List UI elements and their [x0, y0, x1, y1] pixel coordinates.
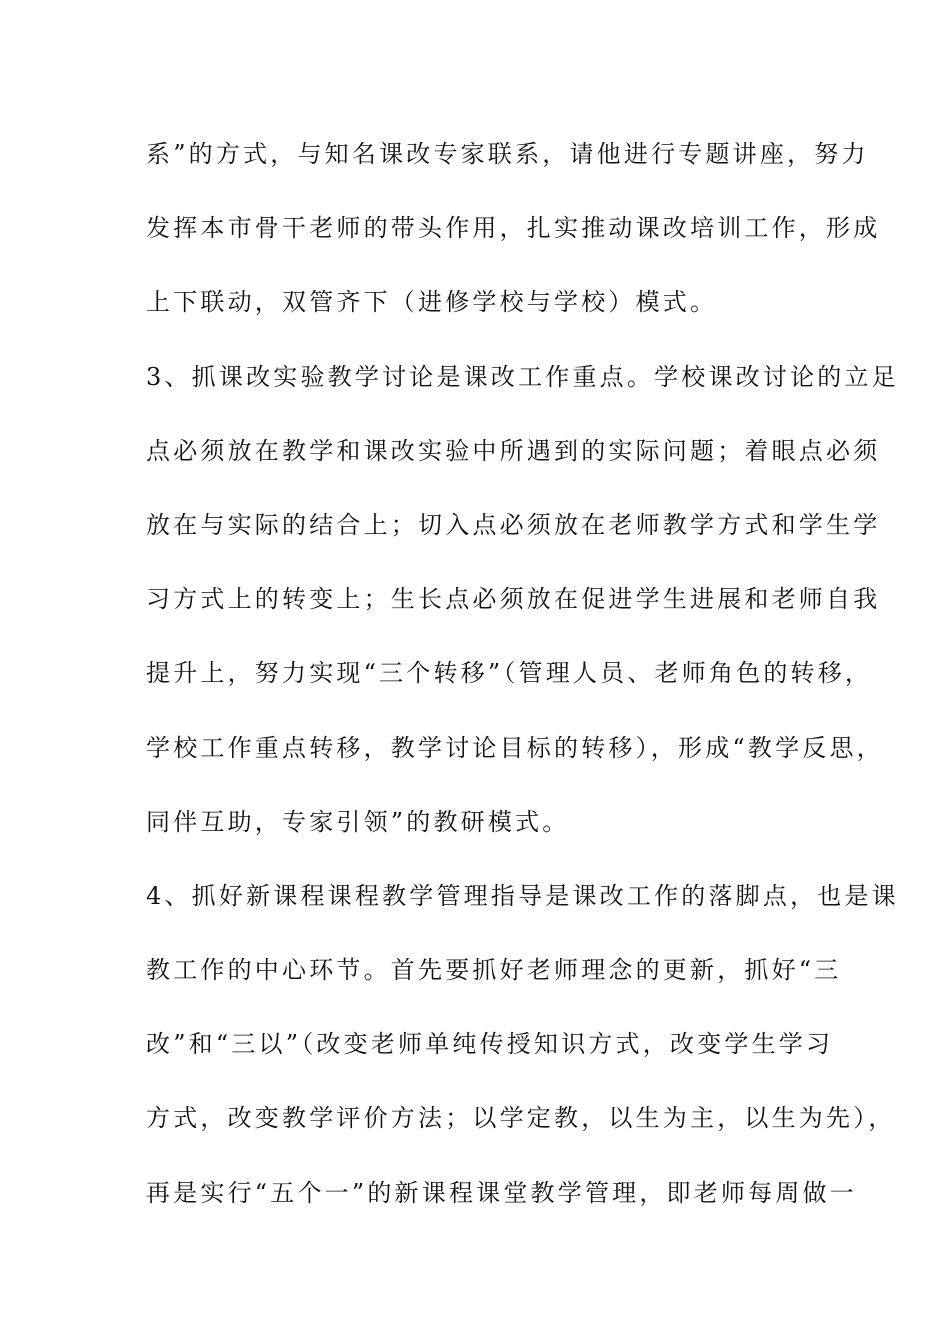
text-line: 点必须放在教学和课改实验中所遇到的实际问题；着眼点必须 [146, 436, 881, 465]
document-body [146, 128, 899, 1241]
text-line: 教工作的中心环节。首先要抓好老师理念的更新，抓好“三 [146, 956, 842, 985]
text-line: 学校工作重点转移，教学讨论目标的转移），形成“教学反思， [146, 733, 884, 762]
text-line: 方式，改变教学评价方法；以学定教，以生为主，以生为先）， [146, 1104, 896, 1133]
text-line: 上下联动，双管齐下（进修学校与学校）模式。 [146, 288, 718, 317]
text-line: 3、抓课改实验教学讨论是课改工作重点。学校课改讨论的立足 [146, 362, 899, 391]
text-line: 系”的方式，与知名课改专家联系，请他进行专题讲座，努力 [146, 140, 869, 168]
text-line: 放在与实际的结合上；切入点必须放在老师教学方式和学生学 [146, 510, 881, 539]
text-line: 发挥本市骨干老师的带头作用，扎实推动课改培训工作，形成 [146, 214, 881, 243]
text-line: 再是实行“五个一”的新课程课堂教学管理，即老师每周做一 [146, 1178, 857, 1207]
text-line: 改”和“三以”（改变老师单纯传授知识方式，改变学生学习 [146, 1030, 834, 1059]
text-line: 提升上，努力实现“三个转移”（管理人员、老师角色的转移， [146, 659, 873, 688]
text-line: 习方式上的转变上；生长点必须放在促进学生进展和老师自我 [146, 585, 881, 614]
text-line: 同伴互助，专家引领”的教研模式。 [146, 807, 570, 836]
text-line: 4、抓好新课程课程教学管理指导是课改工作的落脚点，也是课 [146, 881, 899, 910]
